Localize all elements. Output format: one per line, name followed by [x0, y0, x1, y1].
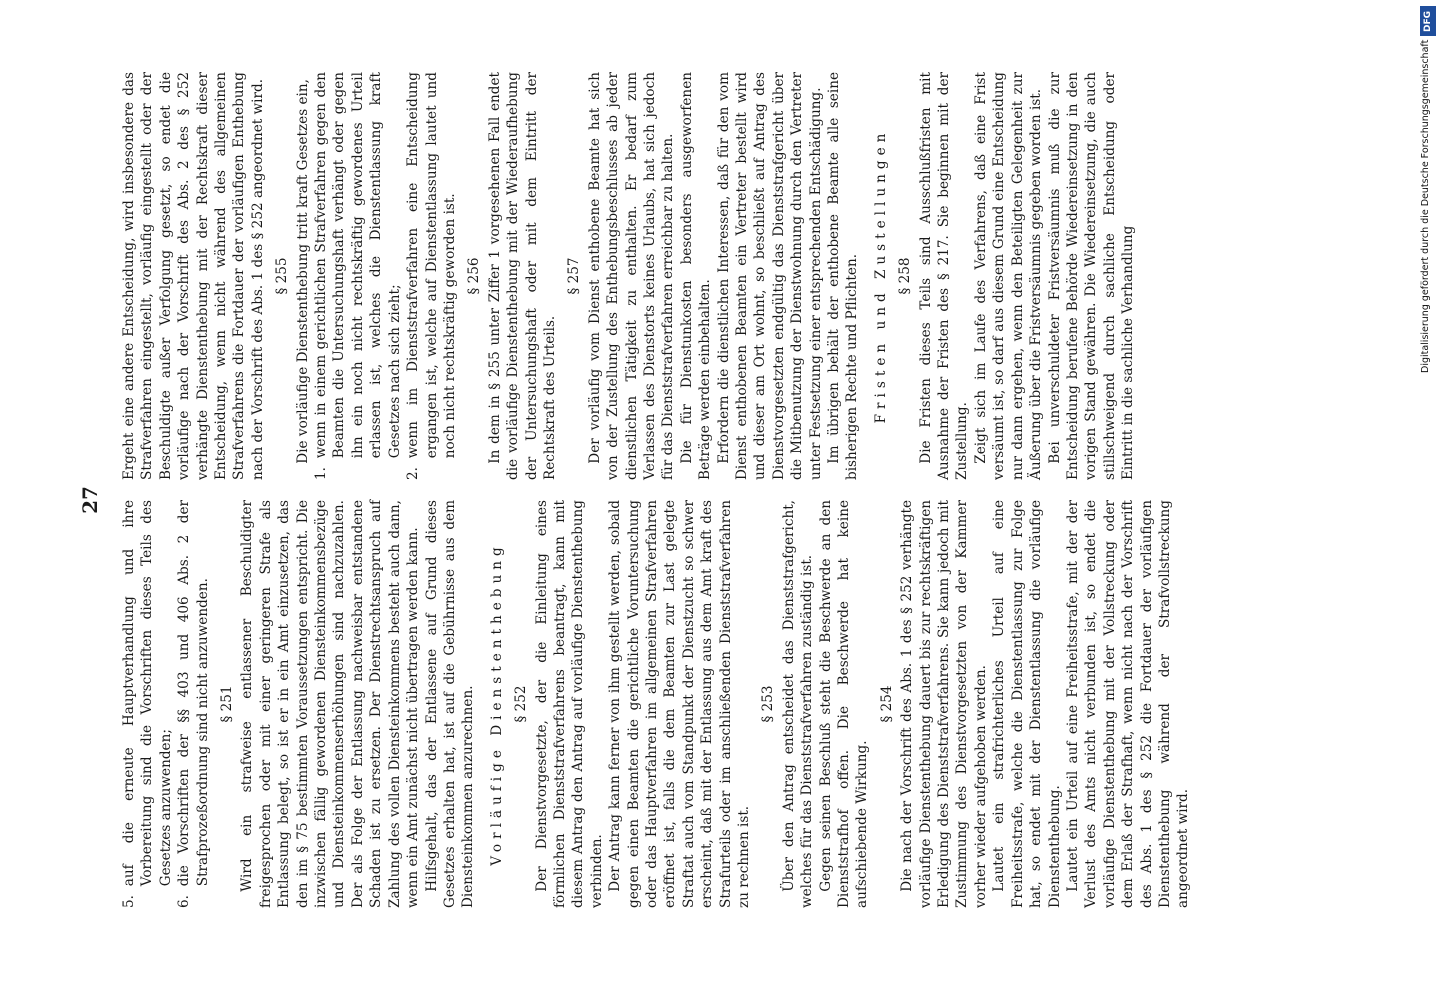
paragraph: Die vorläufige Dienstenthebung tritt kraft Gesetzes ein, — [294, 79, 311, 464]
chapter-heading: Vorläufige Dienstenthebung — [488, 542, 505, 866]
paragraph: Erfordern die dienstlichen Interessen, daß für den vom Dienst enthobenen Beamten ein Vertreter bestellt wird und dieser am Ort wohnt, so beschließt auf Antrag des Dienstvorgesetzten endgültig das Dienststrafgericht über die Mitbenutzung der Dienstwohnung durch den Vertreter unter Festsetzung einer entsprechenden Entschädigung. — [715, 72, 824, 480]
section-heading-255: § 255 — [274, 257, 291, 295]
page-number: 27 — [78, 486, 102, 514]
list-item — [120, 500, 175, 908]
paragraph: Der vorläufig vom Dienst enthobene Beamte hat sich von der Zustellung des Enthebungsbeschlusses ab jeder dienstlichen Tätigkeit zu enthalten. Er bedarf zum Verlassen des Dienstorts keines Urlaubs, hat sich jedoch für das Dienststrafverfahren erreichbar zu halten. — [586, 72, 677, 480]
item-text: die Vorschriften der §§ 403 und 406 Abs. 2 der Strafprozeßordnung sind nicht anzuwenden. — [176, 500, 211, 887]
paragraph: Bei unverschuldeter Fristversäumnis muß die zur Entscheidung berufene Behörde Wiedereinsetzung in den vorigen Stand gewähren. Die Wiedereinsetzung, die auch stillschweigend durch sachliche Entscheidung oder Eintritt in die sachliche Verhandlung — [1046, 72, 1137, 480]
list-item — [175, 500, 212, 908]
paragraph: Die Fristen dieses Teils sind Ausschlußfristen mit Ausnahme der Fristen des § 217. Sie beginnen mit der Zustellung. — [917, 72, 971, 480]
paragraph: In dem in § 255 unter Ziffer 1 vorgesehenen Fall endet die vorläufige Dienstenthebung mit der Wiederaufhebung der Untersuchungshaft oder mit dem Eintritt der Rechtskraft des Urteils. — [486, 72, 558, 480]
paragraph: Gegen seinen Beschluß steht die Beschwerde an den Dienststrafhof offen. Die Beschwerde hat keine aufschiebende Wirkung. — [817, 500, 871, 908]
left-column — [120, 500, 1192, 908]
paragraph: Über den Antrag entscheidet das Dienststrafgericht, welches für das Dienststrafverfahren zuständig ist. — [780, 500, 816, 908]
chapter-heading: Fristen und Zustellungen — [872, 128, 889, 424]
item-number: 6. — [176, 895, 193, 908]
section-heading-257: § 257 — [566, 257, 583, 295]
section-heading-254: § 254 — [878, 685, 895, 723]
item-number: 5. — [121, 895, 137, 908]
paragraph: Zeigt sich im Laufe des Verfahrens, daß eine Frist versäumt ist, so darf aus diesem Grund eine Entscheidung nur dann ergehen, wenn den Beteiligten Gelegenheit zur Äußerung über die Fristversäumnis gegeben worden ist. — [972, 72, 1045, 480]
list-item — [312, 72, 404, 480]
section-heading-253: § 253 — [760, 685, 777, 723]
paragraph: Die für Dienstunkosten besonders ausgeworfenen Beträge werden einbehalten. — [678, 72, 714, 480]
section-heading-251: § 251 — [219, 685, 236, 723]
dfg-logo: DFG — [1420, 6, 1436, 36]
digitization-credit: Digitalisierung gefördert durch die Deutsche Forschungsgemeinschaft — [1420, 40, 1431, 374]
item-text: wenn im Dienststrafverfahren eine Entscheidung ergangen ist, welche auf Dienstentlassung lautet und noch nicht rechtskräftig geworden ist. — [405, 72, 458, 459]
paragraph: Lautet ein strafrichterliches Urteil auf eine Freiheitsstrafe, welche die Dienstentlassung zur Folge hat, so endet mit der Dienstentlassung die vorläufige Dienstenthebung. — [991, 500, 1063, 908]
section-heading-256: § 256 — [466, 257, 483, 295]
paragraph: Hilfsgehalt, das der Entlassene auf Grund dieses Gesetzes erhalten hat, ist auf die Gebührnisse aus dem Diensteinkommen anzurechnen. — [423, 500, 477, 908]
right-column — [120, 72, 1137, 480]
item-number: 2. — [405, 467, 422, 480]
section-heading-258: § 258 — [897, 257, 914, 295]
paragraph: Wird ein strafweise entlassener Beschuldigter freigesprochen oder mit einer geringeren Strafe als Entlassung belegt, so ist er in ein Amt einzusetzen, das den im § 75 bestimmten Voraussetzungen entspricht. Die inzwischen fällig gewordenen Diensteinkommensbezüge und Diensteinkommenserhöhungen sind nachzuzahlen. Der als Folge der Entlassung nachweisbar entstandene Schaden ist zu ersetzen. Der Dienstrechtsanspruch auf Zahlung des vollen Diensteinkommens besteht auch dann, wenn ein Amt zunächst nicht übertragen werden kann. — [239, 500, 422, 908]
item-text: wenn in einem gerichtlichen Strafverfahren gegen den Beamten die Untersuchungshaft verhängt oder gegen ihn ein noch nicht rechtskräftig gewordenes Urteil erlassen ist, welches die Dienstentlassung kraft Gesetzes nach sich zieht; — [313, 72, 403, 459]
section-heading-252: § 252 — [513, 685, 530, 723]
paragraph: Die nach der Vorschrift des Abs. 1 des § 252 verhängte vorläufige Dienstenthebung dauert bis zur rechtskräftigen Erledigung des Dienststrafverfahrens. Sie kann jedoch mit Zustimmung des Dienstvorgesetzten von der Kammer vorher wieder aufgehoben werden. — [899, 500, 989, 908]
list-item — [404, 72, 459, 480]
paragraph: Ergeht eine andere Entscheidung, wird insbesondere das Strafverfahren eingestellt, vorläufig eingestellt oder der Beschuldigte außer Verfolgung gesetzt, so endet die vorläufige nach der Vorschrift des Abs. 2 des § 252 verhängte Dienstenthebung mit der Rechtskraft dieser Entscheidung, wenn nicht während des allgemeinen Strafverfahrens die Fortdauer der vorläufigen Enthebung nach der Vorschrift des Abs. 1 des § 252 angeordnet wird. — [121, 72, 266, 480]
item-text: auf die erneute Hauptverhandlung und ihre Vorbereitung sind die Vorschriften dieses Teils des Gesetzes anzuwenden; — [121, 500, 174, 887]
paragraph: Der Dienstvorgesetzte, der die Einleitung eines förmlichen Dienststrafverfahrens beantragt, kann mit diesem Antrag den Antrag auf vorläufige Dienstenthebung verbinden. — [533, 500, 605, 908]
paragraph: Der Antrag kann ferner von ihm gestellt werden, sobald gegen einen Beamten die gerichtliche Voruntersuchung oder das Hauptverfahren im allgemeinen Strafverfahren eröffnet ist, falls die dem Beamten zur Last gelegte Straftat auch vom Standpunkt der Dienstzucht so schwer erscheint, daß mit der Entlassung aus dem Amt kraft des Strafurteils oder im anschließenden Dienststrafverfahren zu rechnen ist. — [607, 500, 752, 908]
paragraph: Im übrigen behält der enthobene Beamte alle seine bisherigen Rechte und Pflichten. — [826, 72, 861, 480]
item-number: 1. — [313, 467, 330, 480]
paragraph: Lautet ein Urteil auf eine Freiheitsstrafe, mit der der Verlust des Amts nicht verbunden ist, so endet die vorläufige Dienstenthebung mit der Vollstreckung oder dem Erlaß der Strafhaft, wenn nicht nach der Vorschrift des Abs. 1 des § 252 die Fortdauer der vorläufigen Dienstenthebung während der Strafvollstreckung angeordnet wird. — [1064, 500, 1192, 908]
